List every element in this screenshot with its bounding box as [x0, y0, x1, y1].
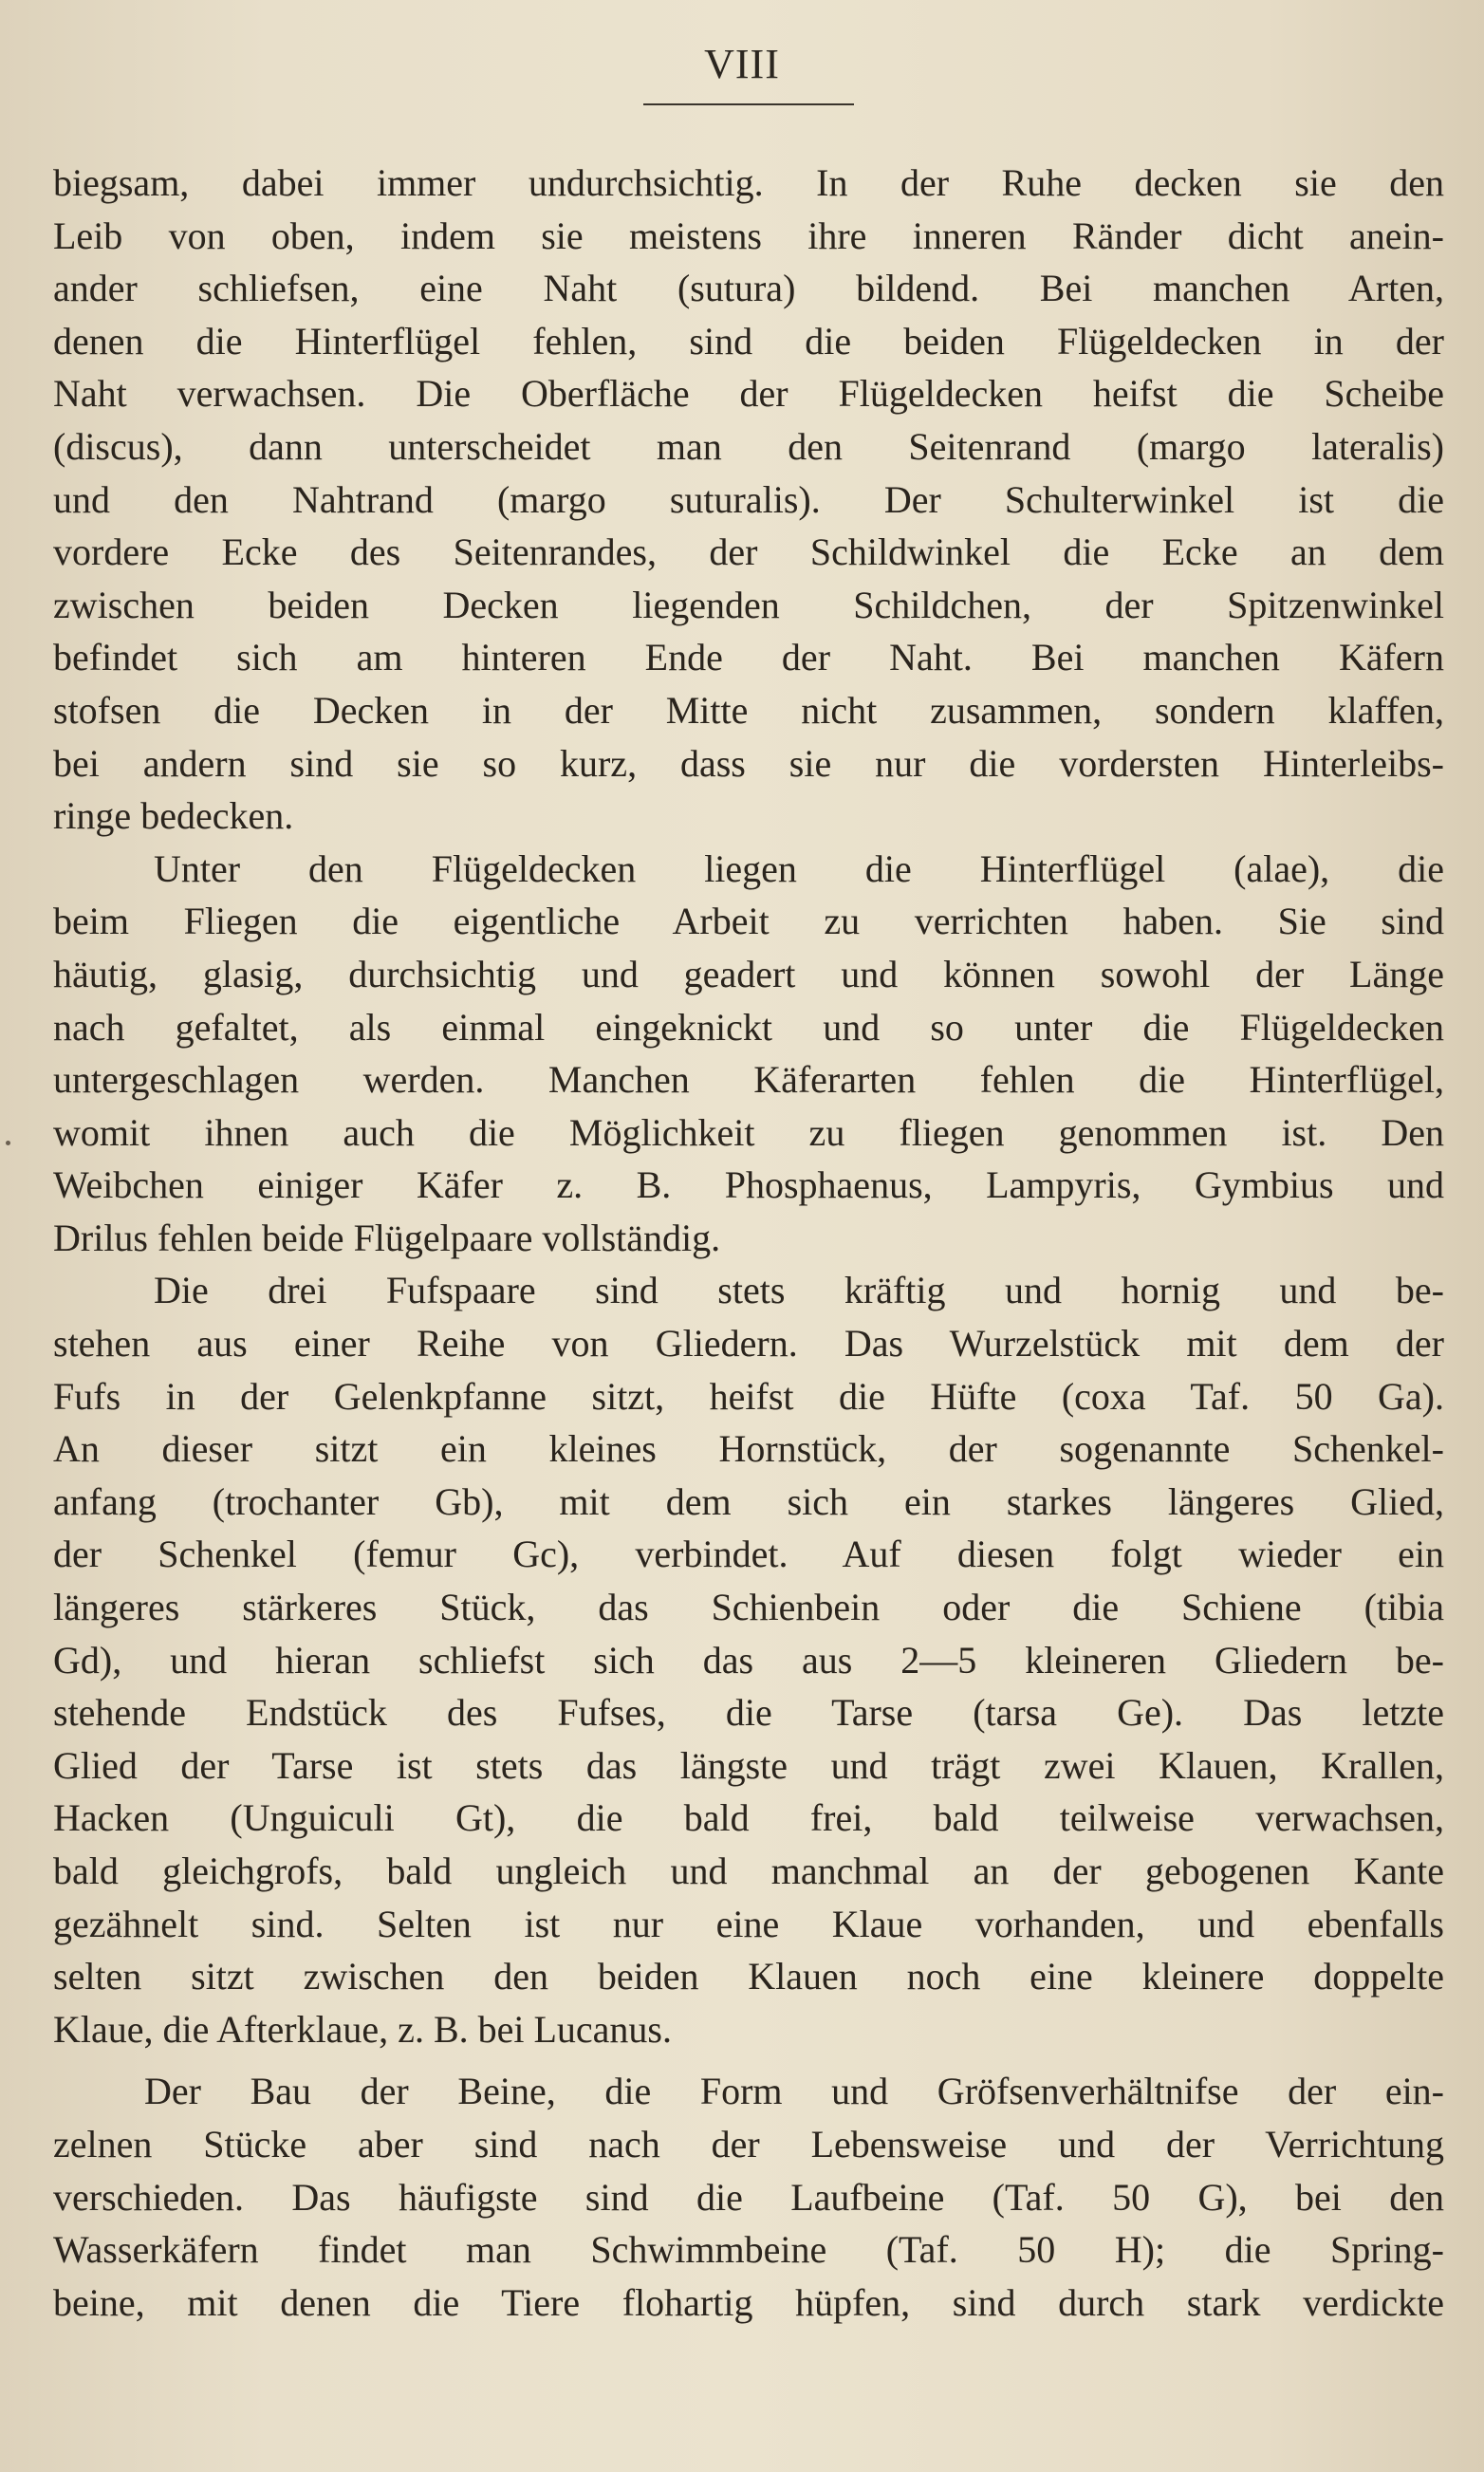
text-line: längeres stärkeres Stück, das Schienbein oder die Schiene (tibia — [53, 1586, 1444, 1629]
paragraph-gap — [53, 2055, 1444, 2065]
text-line: Die drei Fufspaare sind stets kräftig und hornig und be- — [154, 1269, 1444, 1312]
text-line: Hacken (Unguiculi Gt), die bald frei, bald teilweise verwachsen, — [53, 1796, 1444, 1840]
paragraph-elytra — [53, 157, 1444, 843]
text-line: Wasserkäfern findet man Schwimmbeine (Taf. 50 H); die Spring- — [53, 2228, 1444, 2272]
text-line: zwischen beiden Decken liegenden Schildchen, der Spitzenwinkel — [53, 583, 1444, 626]
page-number-rule — [643, 103, 854, 105]
text-line: womit ihnen auch die Möglichkeit zu fliegen genommen ist. Den — [53, 1110, 1444, 1154]
text-line: nach gefaltet, als einmal eingeknickt und so unter die Flügeldecken — [53, 1005, 1444, 1049]
text-line: beim Fliegen die eigentliche Arbeit zu verrichten haben. Sie sind — [53, 900, 1444, 943]
text-line: denen die Hinterflügel fehlen, sind die beiden Flügeldecken in der — [53, 319, 1444, 362]
text-line: Fufs in der Gelenkpfanne sitzt, heifst die Hüfte (coxa Taf. 50 Ga). — [53, 1374, 1444, 1418]
paragraph-hind-wings — [53, 843, 1444, 1265]
text-line: und den Nahtrand (margo suturalis). Der Schulterwinkel ist die — [53, 477, 1444, 521]
text-line: verschieden. Das häufigste sind die Laufbeine (Taf. 50 G), bei den — [53, 2175, 1444, 2219]
text-line: Glied der Tarse ist stets das längste und trägt zwei Klauen, Krallen, — [53, 1743, 1444, 1787]
body-text — [53, 157, 1444, 2329]
text-line: Weibchen einiger Käfer z. B. Phosphaenus, Lampyris, Gymbius und — [53, 1163, 1444, 1207]
page-number: VIII — [704, 41, 780, 87]
text-line: An dieser sitzt ein kleines Hornstück, der sogenannte Schenkel- — [53, 1427, 1444, 1471]
text-line: stehende Endstück des Fufses, die Tarse (tarsa Ge). Das letzte — [53, 1691, 1444, 1735]
text-line: anfang (trochanter Gb), mit dem sich ein starkes längeres Glied, — [53, 1479, 1444, 1523]
text-line: Drilus fehlen beide Flügelpaare vollständig. — [53, 1216, 721, 1259]
text-line: beine, mit denen die Tiere flohartig hüpfen, sind durch stark verdickte — [53, 2280, 1444, 2324]
paper-speck — [6, 1141, 10, 1145]
paragraph-legs — [53, 1264, 1444, 2055]
text-line: Gd), und hieran schliefst sich das aus 2—5 kleineren Gliedern be- — [53, 1638, 1444, 1682]
text-line: Der Bau der Beine, die Form und Gröfsenverhältnifse der ein- — [144, 2070, 1444, 2113]
text-line: befindet sich am hinteren Ende der Naht. Bei manchen Käfern — [53, 636, 1444, 679]
text-line: vordere Ecke des Seitenrandes, der Schildwinkel die Ecke an dem — [53, 530, 1444, 574]
text-line: ander schliefsen, eine Naht (sutura) bildend. Bei manchen Arten, — [53, 267, 1444, 310]
text-line: bei andern sind sie so kurz, dass sie nur die vordersten Hinterleibs- — [53, 741, 1444, 785]
text-line: Leib von oben, indem sie meistens ihre inneren Ränder dicht anein- — [53, 214, 1444, 257]
text-line: gezähnelt sind. Selten ist nur eine Klaue vorhanden, und ebenfalls — [53, 1902, 1444, 1945]
text-line: stehen aus einer Reihe von Gliedern. Das Wurzelstück mit dem der — [53, 1322, 1444, 1366]
text-line: Naht verwachsen. Die Oberfläche der Flügeldecken heifst die Scheibe — [53, 372, 1444, 416]
text-line: zelnen Stücke aber sind nach der Lebensweise und der Verrichtung — [53, 2122, 1444, 2165]
text-line: selten sitzt zwischen den beiden Klauen noch eine kleinere doppelte — [53, 1955, 1444, 1998]
text-line: bald gleichgrofs, bald ungleich und manchmal an der gebogenen Kante — [53, 1849, 1444, 1892]
text-line: Unter den Flügeldecken liegen die Hinterflügel (alae), die — [154, 846, 1444, 890]
paragraph-leg-types — [53, 2065, 1444, 2329]
text-line: der Schenkel (femur Gc), verbindet. Auf diesen folgt wieder ein — [53, 1533, 1444, 1576]
text-line: untergeschlagen werden. Manchen Käferarten fehlen die Hinterflügel, — [53, 1058, 1444, 1102]
text-line: stofsen die Decken in der Mitte nicht zusammen, sondern klaffen, — [53, 688, 1444, 732]
text-line: (discus), dann unterscheidet man den Seitenrand (margo lateralis) — [53, 424, 1444, 468]
text-line: Klaue, die Afterklaue, z. B. bei Lucanus. — [53, 2007, 672, 2051]
text-line: biegsam, dabei immer undurchsichtig. In der Ruhe decken sie den — [53, 161, 1444, 204]
text-line: häutig, glasig, durchsichtig und geadert und können sowohl der Länge — [53, 952, 1444, 995]
text-line: ringe bedecken. — [53, 794, 294, 838]
